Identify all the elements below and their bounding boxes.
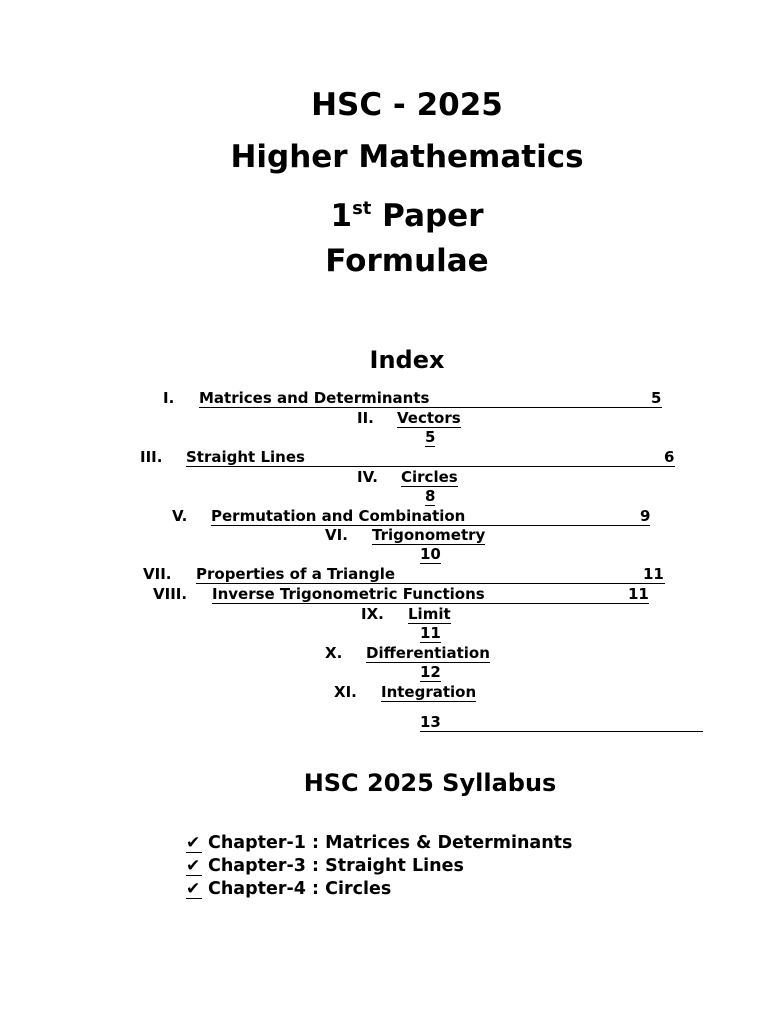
toc-entry-7[interactable] xyxy=(0,565,768,585)
toc-num: XI. xyxy=(334,683,357,701)
toc-num: X. xyxy=(325,644,343,662)
toc-page: 12 xyxy=(420,663,441,681)
toc-entry-8[interactable] xyxy=(0,585,768,605)
paper-ordinal: st xyxy=(352,198,372,219)
toc-label[interactable]: Circles xyxy=(401,468,458,486)
paper-number: 1 xyxy=(330,198,353,234)
toc-entry-10[interactable] xyxy=(0,644,768,682)
toc-page: 11 xyxy=(628,585,649,603)
toc-label[interactable]: Inverse Trigonometric Functions xyxy=(212,585,649,604)
toc-num: V. xyxy=(172,507,188,525)
checkmark-icon: ✔ xyxy=(186,856,201,876)
toc-num: II. xyxy=(357,409,374,427)
toc-label[interactable]: Permutation and Combination xyxy=(211,507,650,526)
toc-entry-1[interactable] xyxy=(0,389,768,409)
toc-page: 11 xyxy=(643,565,664,583)
toc-label[interactable]: Limit xyxy=(408,605,451,623)
toc-entry-6[interactable] xyxy=(0,526,768,564)
toc-label[interactable]: Straight Lines xyxy=(186,448,675,467)
toc-label[interactable]: Properties of a Triangle xyxy=(196,565,665,584)
toc-page: 9 xyxy=(640,507,651,525)
toc-page: 11 xyxy=(420,624,441,642)
toc-label[interactable]: Trigonometry xyxy=(372,526,486,544)
chapter-label: Chapter-1 : Matrices & Determinants xyxy=(208,833,573,853)
toc-num: I. xyxy=(163,389,175,407)
toc-entry-9[interactable] xyxy=(0,605,768,643)
title-subject: Higher Mathematics xyxy=(230,139,584,175)
title-exam: HSC - 2025 xyxy=(311,87,503,123)
toc-num: VI. xyxy=(325,526,348,544)
toc-num: III. xyxy=(140,448,163,466)
syllabus-heading: HSC 2025 Syllabus xyxy=(303,769,557,797)
toc-entry-4[interactable] xyxy=(0,468,768,506)
paper-word: Paper xyxy=(371,198,484,234)
title-formulae: Formulae xyxy=(325,243,489,279)
syllabus-chapter-1 xyxy=(186,832,572,854)
toc-entry-2[interactable] xyxy=(0,409,768,447)
toc-label[interactable]: Matrices and Determinants xyxy=(199,389,662,408)
index-heading: Index xyxy=(369,346,445,374)
chapter-label: Chapter-4 : Circles xyxy=(208,879,392,899)
toc-label[interactable]: Integration xyxy=(381,683,477,701)
syllabus-chapter-3 xyxy=(186,855,464,877)
toc-label[interactable]: Vectors xyxy=(397,409,461,427)
toc-page: 5 xyxy=(651,389,662,407)
title-paper xyxy=(0,191,768,234)
toc-entry-5[interactable] xyxy=(0,507,768,527)
toc-label[interactable]: Differentiation xyxy=(366,644,490,662)
syllabus-chapter-4 xyxy=(186,878,391,900)
toc-page: 13 xyxy=(420,713,703,732)
toc-entry-3[interactable] xyxy=(0,448,768,468)
toc-page: 8 xyxy=(425,487,436,505)
toc-num: VIII. xyxy=(153,585,188,603)
toc-page: 5 xyxy=(425,428,436,446)
toc-num: VII. xyxy=(143,565,172,583)
toc-page: 10 xyxy=(420,545,441,563)
checkmark-icon: ✔ xyxy=(186,879,201,899)
chapter-label: Chapter-3 : Straight Lines xyxy=(208,856,464,876)
toc-num: IX. xyxy=(361,605,384,623)
toc-entry-11[interactable] xyxy=(0,683,768,731)
toc-page: 6 xyxy=(664,448,675,466)
checkmark-icon: ✔ xyxy=(186,833,201,853)
toc-num: IV. xyxy=(357,468,378,486)
